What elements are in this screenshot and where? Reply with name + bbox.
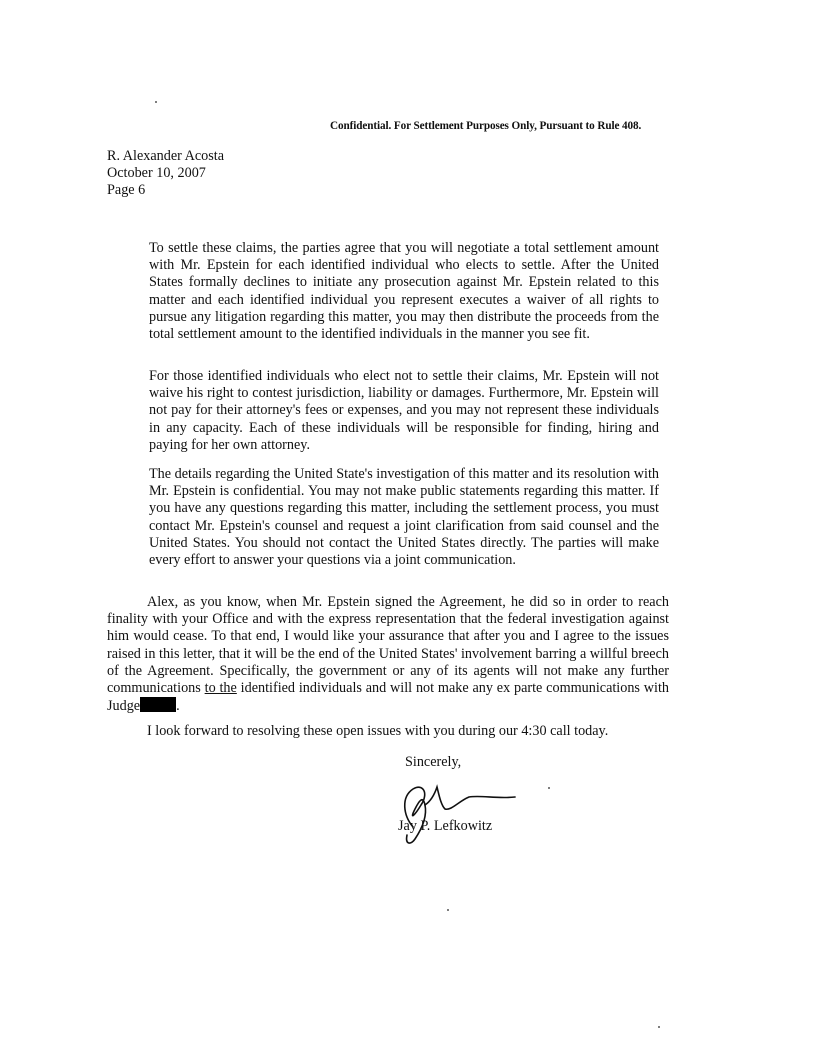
signer-name: Jay P. Lefkowitz [398,818,493,834]
paragraph-confidentiality: The details regarding the United State's investigation of this matter and its resolution with Mr. Epstein is confidential. You may not make public statements regarding this matter. If you have any questions regarding this matter, including the settlement process, you must contact Mr. Epstein's counsel and request a joint clarification from said counsel and the United States. You should not contact the United States directly. The parties will make every effort to answer your questions via a joint communication. [149,466,659,569]
addressee-name: R. Alexander Acosta [107,148,225,164]
paragraph-closing: I look forward to resolving these open issues with you during our 4:30 call today. [147,723,609,739]
addressee-block [107,148,224,199]
confidential-label: Confidential. [330,120,392,132]
confidential-header [330,120,710,132]
letter-date: October 10, 2007 [107,165,206,181]
salutation: Sincerely, [405,754,462,770]
confidential-text: For Settlement Purposes Only, Pursuant to Rule 408. [393,120,642,132]
paragraph-non-settling: For those identified individuals who elect not to settle their claims, Mr. Epstein will not waive his right to contest jurisdiction, liability or damages. Furthermore, Mr. Epstein will not pay for their attorney's fees or expenses, and you may not represent these individuals in any capacity. Each of these individuals will be responsible for finding, hiring and paying for her own attorney. [149,368,659,453]
underlined-phrase: to the [204,680,237,697]
paragraph-settlement: To settle these claims, the parties agree that you will negotiate a total settlement amount with Mr. Epstein for each identified individual who elects to settle. After the United States formally declines to initiate any prosecution against Mr. Epstein related to this matter and each identified individual you represent executes a waiver of all rights to pursue any litigation regarding this matter, you may then distribute the proceeds from the total settlement amount to the identified individuals in the manner you see fit. [149,240,659,343]
paragraph-assurance-mid: identified individuals and will not make any ex parte communications with Judge [107,680,670,715]
scan-speck [658,1026,660,1028]
paragraph-assurance [107,594,669,715]
scan-speck [548,787,550,789]
page-number: Page 6 [107,182,146,198]
paragraph-assurance-start: Alex, as you know, when Mr. Epstein signed the Agreement, he did so in order to reach finality with your Office and with the express representation that the federal investigation against him would cease. To that end, I would like your assurance that after you and I agree to the issues raised in this letter, that it will be the end of the United States' involvement barring a willful breech of the Agreement. Specifically, the government or any of its agents will not make any further communications [107,594,669,697]
scan-speck [447,909,449,911]
paragraph-assurance-end: . [176,698,180,715]
redaction-box [140,697,176,712]
scan-speck [155,101,157,103]
